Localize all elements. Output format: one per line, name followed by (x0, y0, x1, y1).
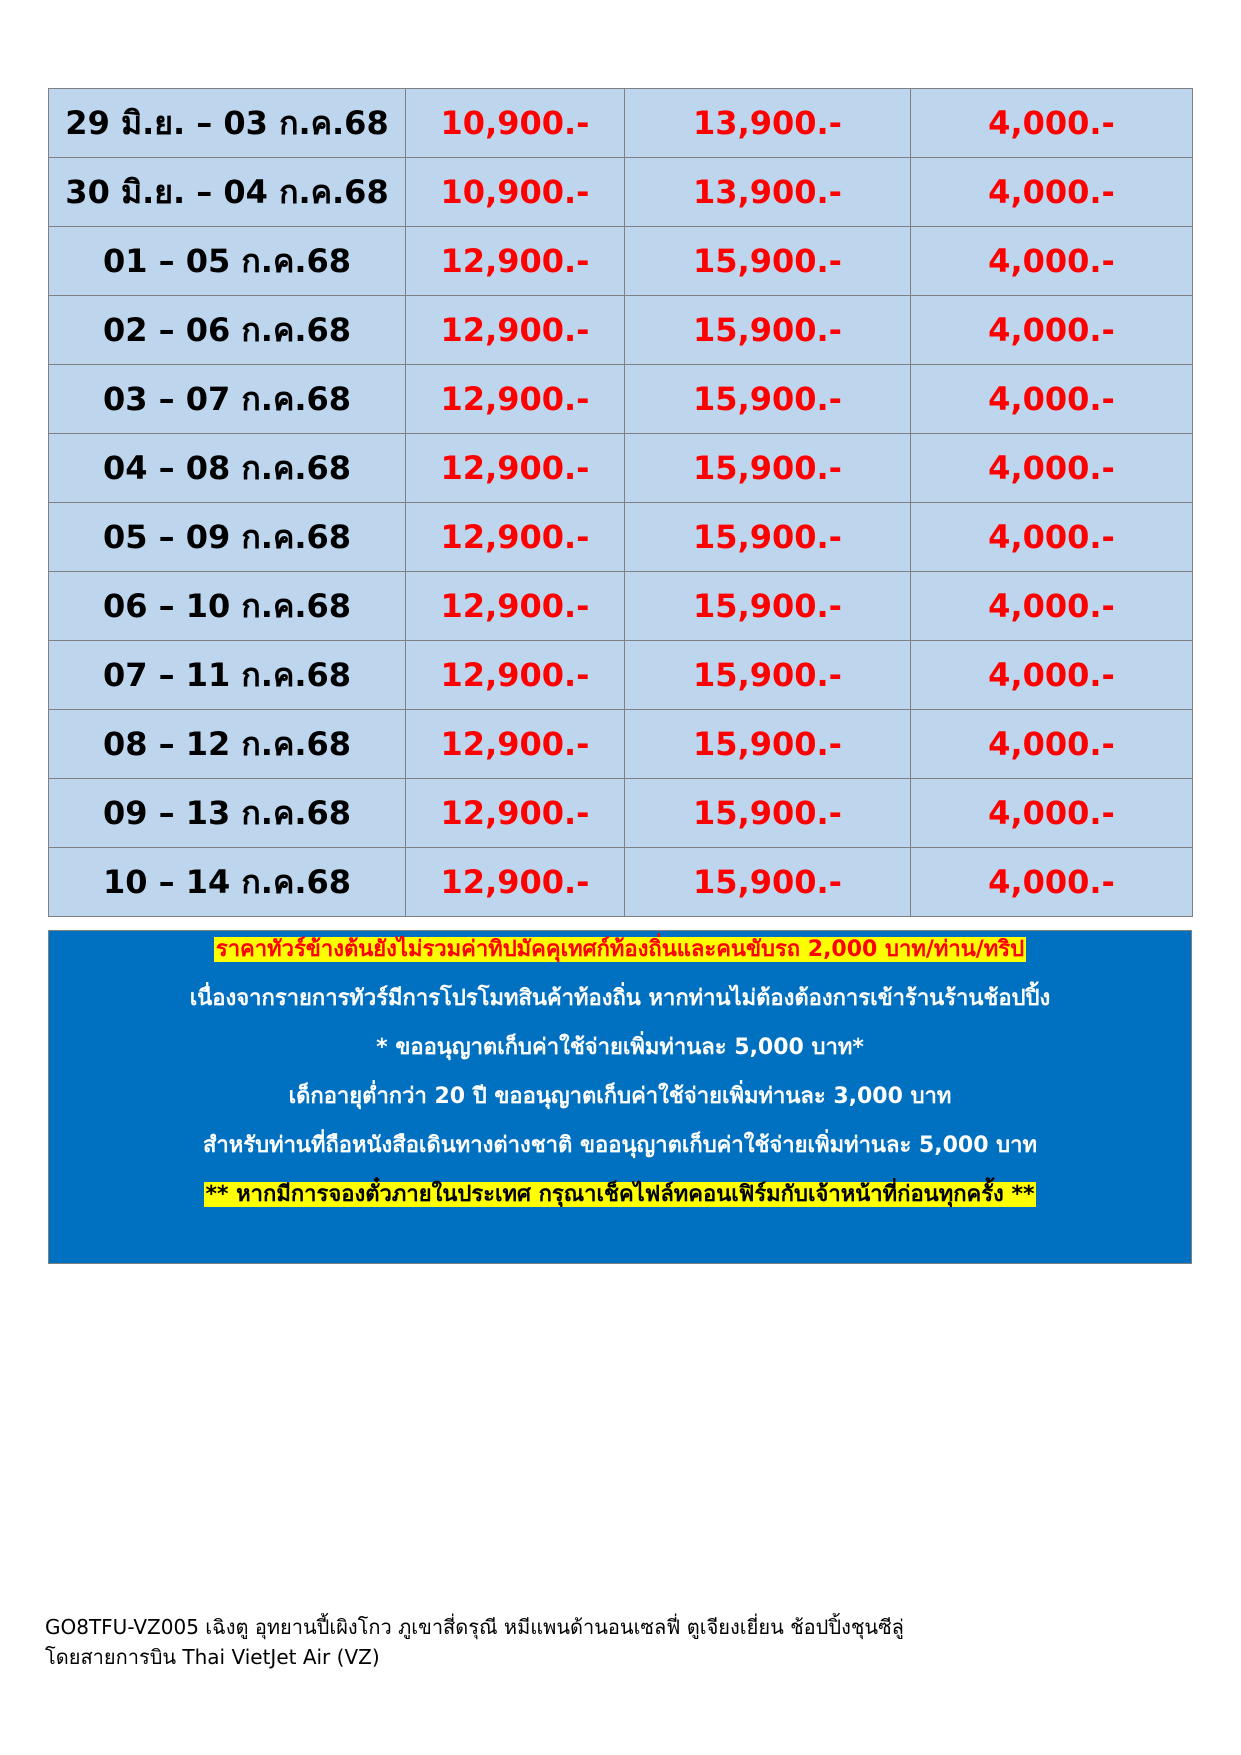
page-footer (45, 1612, 904, 1672)
table-row (49, 89, 1193, 158)
price-table-body (49, 89, 1193, 917)
single-supplement-cell: 4,000.- (911, 779, 1193, 848)
notice-line-child-fee: เด็กอายุต่ำกว่า 20 ปี ขออนุญาตเก็บค่าใช้จ่ายเพิ่มท่านละ 3,000 บาท (288, 1084, 952, 1109)
travel-date-cell: 02 – 06 ก.ค.68 (49, 296, 406, 365)
single-supplement-cell: 4,000.- (911, 848, 1193, 917)
adult-price-cell: 12,900.- (406, 296, 625, 365)
single-supplement-cell: 4,000.- (911, 641, 1193, 710)
travel-date-cell: 03 – 07 ก.ค.68 (49, 365, 406, 434)
travel-date-cell: 05 – 09 ก.ค.68 (49, 503, 406, 572)
child-price-cell: 15,900.- (625, 848, 911, 917)
travel-date-cell: 07 – 11 ก.ค.68 (49, 641, 406, 710)
travel-date-cell: 06 – 10 ก.ค.68 (49, 572, 406, 641)
notice-line-shopping-fee: * ขออนุญาตเก็บค่าใช้จ่ายเพิ่มท่านละ 5,000 บาท* (376, 1035, 864, 1060)
table-row (49, 296, 1193, 365)
notice-line-foreign-passport-fee: สำหรับท่านที่ถือหนังสือเดินทางต่างชาติ ขออนุญาตเก็บค่าใช้จ่ายเพิ่มท่านละ 5,000 บาท (203, 1133, 1037, 1158)
child-price-cell: 15,900.- (625, 572, 911, 641)
notice-line-tips (49, 937, 1191, 963)
adult-price-cell: 12,900.- (406, 848, 625, 917)
child-price-cell: 15,900.- (625, 434, 911, 503)
travel-date-cell: 10 – 14 ก.ค.68 (49, 848, 406, 917)
tips-highlight: ราคาทัวร์ข้างต้นยังไม่รวมค่าทิปมัคคุเทศก์ท้องถิ่นและคนขับรถ 2,000 บาท/ท่าน/ทริป (215, 937, 1025, 962)
tour-conditions-notice (48, 930, 1192, 1264)
adult-price-cell: 12,900.- (406, 434, 625, 503)
single-supplement-cell: 4,000.- (911, 434, 1193, 503)
domestic-ticket-highlight: ** หากมีการจองตั๋วภายในประเทศ กรุณาเช็คไฟล์ทคอนเฟิร์มกับเจ้าหน้าที่ก่อนทุกครั้ง ** (205, 1182, 1035, 1207)
adult-price-cell: 12,900.- (406, 572, 625, 641)
single-supplement-cell: 4,000.- (911, 158, 1193, 227)
child-price-cell: 15,900.- (625, 503, 911, 572)
child-price-cell: 13,900.- (625, 158, 911, 227)
table-row (49, 641, 1193, 710)
adult-price-cell: 12,900.- (406, 641, 625, 710)
single-supplement-cell: 4,000.- (911, 572, 1193, 641)
adult-price-cell: 12,900.- (406, 227, 625, 296)
adult-price-cell: 10,900.- (406, 89, 625, 158)
child-price-cell: 15,900.- (625, 296, 911, 365)
adult-price-cell: 12,900.- (406, 365, 625, 434)
child-price-cell: 15,900.- (625, 710, 911, 779)
table-row (49, 503, 1193, 572)
adult-price-cell: 12,900.- (406, 779, 625, 848)
table-row (49, 227, 1193, 296)
adult-price-cell: 10,900.- (406, 158, 625, 227)
table-row (49, 710, 1193, 779)
travel-date-cell: 09 – 13 ก.ค.68 (49, 779, 406, 848)
single-supplement-cell: 4,000.- (911, 503, 1193, 572)
single-supplement-cell: 4,000.- (911, 227, 1193, 296)
notice-line-domestic-ticket (49, 1182, 1191, 1208)
table-row (49, 365, 1193, 434)
adult-price-cell: 12,900.- (406, 503, 625, 572)
single-supplement-cell: 4,000.- (911, 365, 1193, 434)
travel-date-cell: 30 มิ.ย. – 04 ก.ค.68 (49, 158, 406, 227)
travel-date-cell: 04 – 08 ก.ค.68 (49, 434, 406, 503)
table-row (49, 572, 1193, 641)
child-price-cell: 13,900.- (625, 89, 911, 158)
travel-date-cell: 29 มิ.ย. – 03 ก.ค.68 (49, 89, 406, 158)
table-row (49, 779, 1193, 848)
child-price-cell: 15,900.- (625, 365, 911, 434)
child-price-cell: 15,900.- (625, 779, 911, 848)
child-price-cell: 15,900.- (625, 641, 911, 710)
footer-airline: โดยสายการบิน Thai VietJet Air (VZ) (45, 1645, 380, 1669)
notice-line-shopping: เนื่องจากรายการทัวร์มีการโปรโมทสินค้าท้องถิ่น หากท่านไม่ต้องต้องการเข้าร้านร้านช้อปปิ้ง (189, 986, 1051, 1011)
price-table (48, 88, 1193, 917)
single-supplement-cell: 4,000.- (911, 710, 1193, 779)
single-supplement-cell: 4,000.- (911, 296, 1193, 365)
travel-date-cell: 01 – 05 ก.ค.68 (49, 227, 406, 296)
footer-program-title: GO8TFU-VZ005 เฉิงตู อุทยานปี้เผิงโกว ภูเขาสี่ดรุณี หมีแพนด้านอนเซลฟี่ ตูเจียงเยี่ยน ช้อปปิ้งชุนซีลู่ (45, 1615, 904, 1639)
table-row (49, 158, 1193, 227)
child-price-cell: 15,900.- (625, 227, 911, 296)
table-row (49, 434, 1193, 503)
adult-price-cell: 12,900.- (406, 710, 625, 779)
table-row (49, 848, 1193, 917)
single-supplement-cell: 4,000.- (911, 89, 1193, 158)
travel-date-cell: 08 – 12 ก.ค.68 (49, 710, 406, 779)
